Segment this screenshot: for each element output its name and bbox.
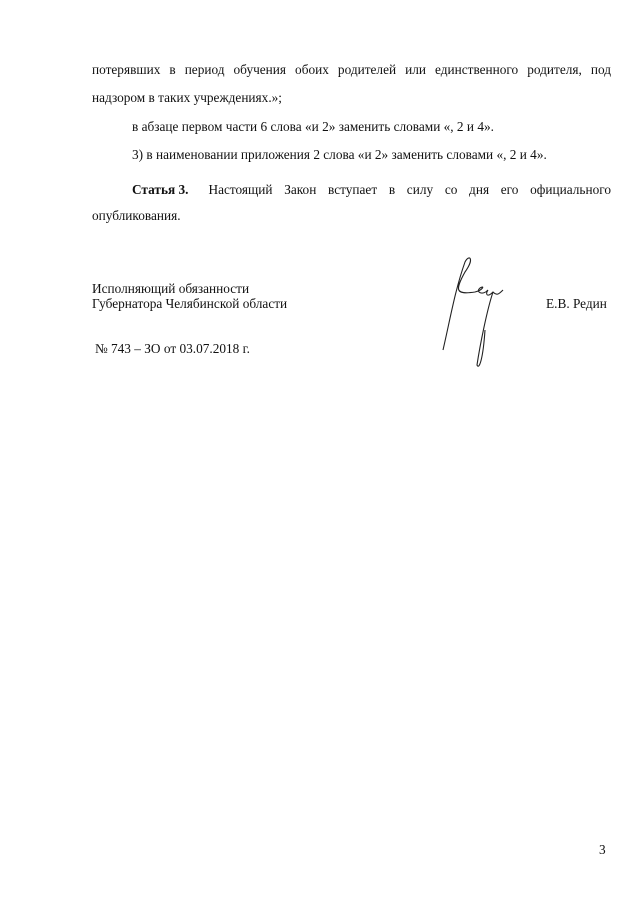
signatory-position — [92, 281, 287, 311]
article-3 — [132, 182, 611, 198]
article-label: Статья 3. — [132, 182, 189, 197]
paragraph-line: надзором в таких учреждениях.»; — [92, 90, 282, 105]
paragraph-line: опубликования. — [92, 208, 181, 223]
paragraph-line: потерявших в период обучения обоих родителей или единственного родителя, под — [92, 62, 611, 77]
handwritten-signature — [425, 250, 525, 375]
paragraph-line: 3) в наименовании приложения 2 слова «и 2» заменить словами «, 2 и 4». — [132, 147, 547, 162]
law-number: № 743 – ЗО от 03.07.2018 г. — [95, 341, 250, 356]
page-number: 3 — [599, 842, 606, 857]
paragraph-line: в абзаце первом части 6 слова «и 2» заменить словами «, 2 и 4». — [132, 119, 494, 134]
position-line: Губернатора Челябинской области — [92, 296, 288, 311]
position-line: Исполняющий обязанности — [92, 281, 250, 296]
article-text: Настоящий Закон вступает в силу со дня его официального — [208, 182, 611, 197]
signatory-name: Е.В. Редин — [546, 296, 607, 311]
